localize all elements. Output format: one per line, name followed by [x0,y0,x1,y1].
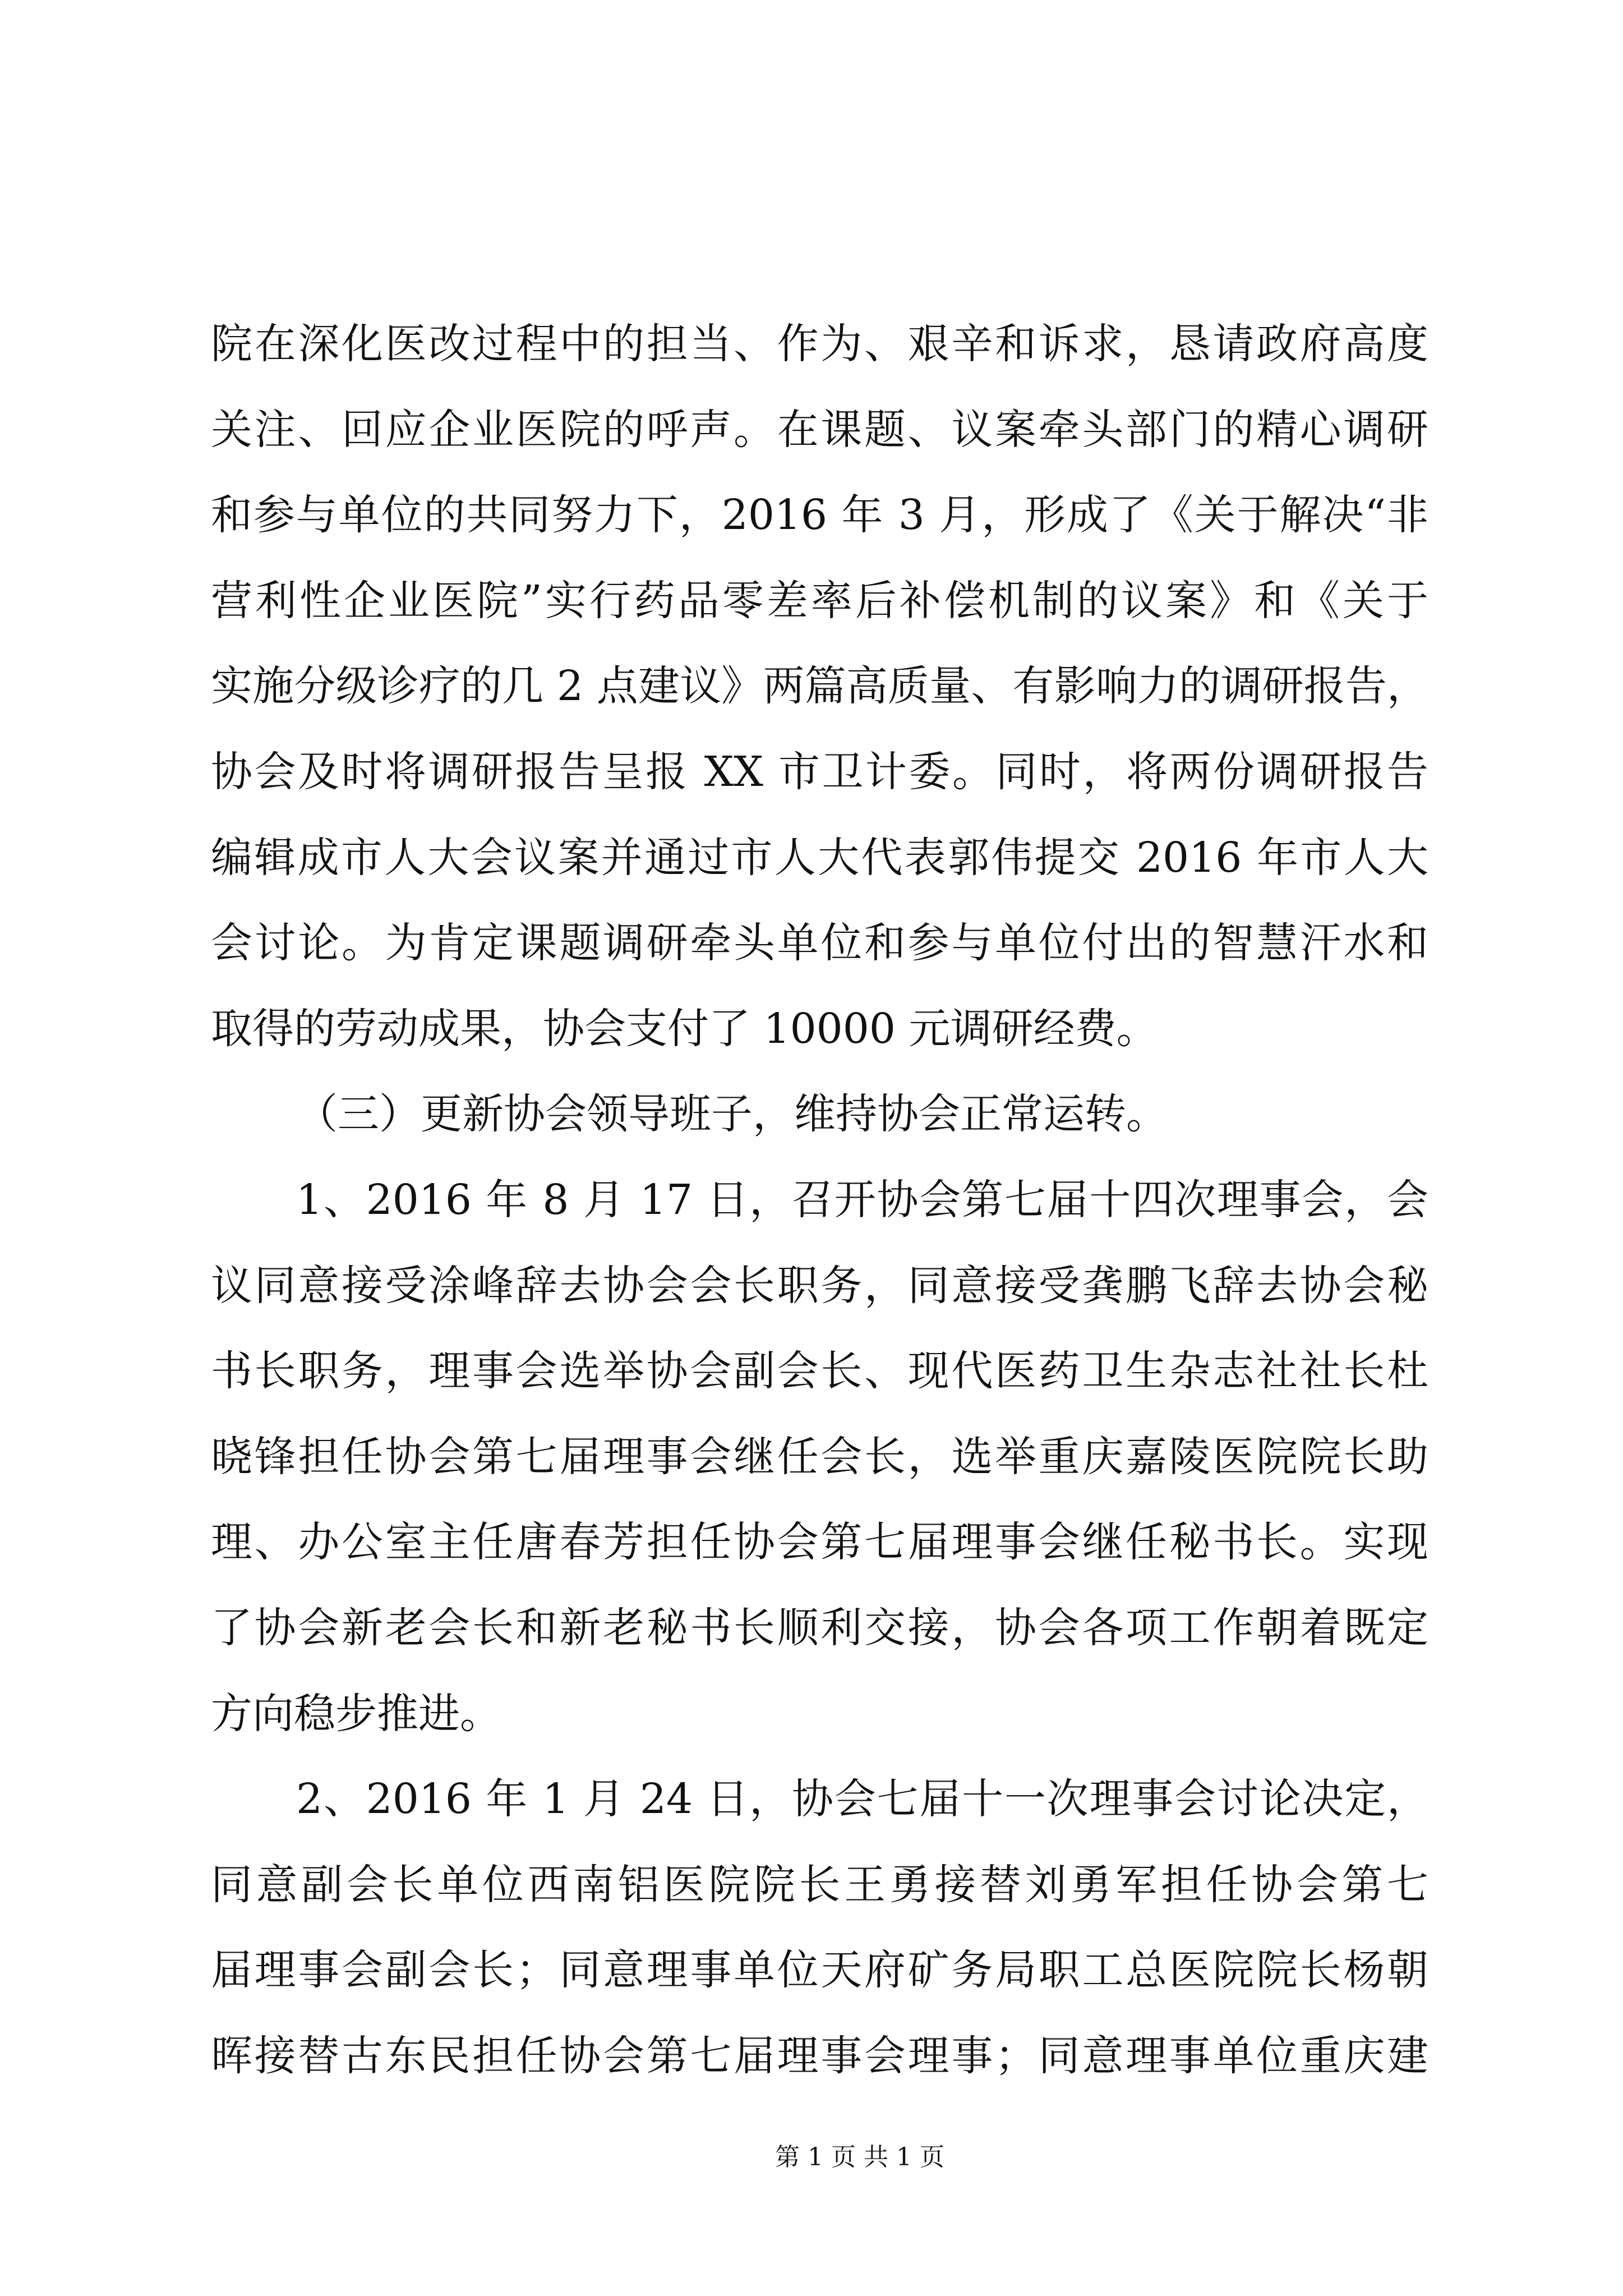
text-line: 会讨论。为肯定课题调研牵头单位和参与单位付出的智慧汗水和 [211,919,1428,968]
text-line: 了协会新老会长和新老秘书长顺利交接，协会各项工作朝着既定 [211,1603,1428,1652]
text-line: 方向稳步推进。 [211,1689,501,1738]
text-line: 实施分级诊疗的几 2 点建议》两篇高质量、有影响力的调研报告， [211,662,1428,711]
text-line: 届理事会副会长；同意理事单位天府矿务局职工总医院院长杨朝 [211,1946,1428,1995]
text-line: 书长职务，理事会选举协会副会长、现代医药卫生杂志社社长杜 [211,1347,1428,1396]
text-line: 1、2016 年 8 月 17 日，召开协会第七届十四次理事会，会 [296,1175,1428,1224]
text-line: 和参与单位的共同努力下，2016 年 3 月，形成了《关于解决“非 [211,491,1428,540]
paragraph-item-2 [211,1756,1428,2099]
text-line: 2、2016 年 1 月 24 日，协会七届十一次理事会讨论决定， [296,1775,1428,1824]
page-footer: 第 1 页 共 1 页 [775,2143,944,2171]
section-heading: （三）更新协会领导班子，维持协会正常运转。 [296,1090,1168,1139]
text-line: 协会及时将调研报告呈报 XX 市卫计委。同时，将两份调研报告 [211,747,1428,796]
text-line: 编辑成市人大会议案并通过市人大代表郭伟提交 2016 年市人大 [211,833,1428,882]
document-body [211,301,1428,2099]
text-line: 院在深化医改过程中的担当、作为、艰辛和诉求，恳请政府高度 [211,320,1428,368]
text-line: 议同意接受涂峰辞去协会会长职务，同意接受龚鹏飞辞去协会秘 [211,1261,1428,1310]
paragraph-item-1 [211,1157,1428,1756]
text-line: 关注、回应企业医院的呼声。在课题、议案牵头部门的精心调研 [211,405,1428,454]
text-line: 取得的劳动成果，协会支付了 10000 元调研经费。 [211,1004,1158,1053]
text-line: 晖接替古东民担任协会第七届理事会理事；同意理事单位重庆建 [211,2031,1428,2080]
text-line: 营利性企业医院”实行药品零差率后补偿机制的议案》和《关于 [211,576,1428,625]
text-line: 晓锋担任协会第七届理事会继任会长，选举重庆嘉陵医院院长助 [211,1432,1428,1481]
section-heading-paragraph [211,1071,1428,1157]
paragraph-continuation [211,301,1428,1071]
text-line: 理、办公室主任唐春芳担任协会第七届理事会继任秘书长。实现 [211,1518,1428,1567]
text-line: 同意副会长单位西南铝医院院长王勇接替刘勇军担任协会第七 [211,1860,1428,1909]
